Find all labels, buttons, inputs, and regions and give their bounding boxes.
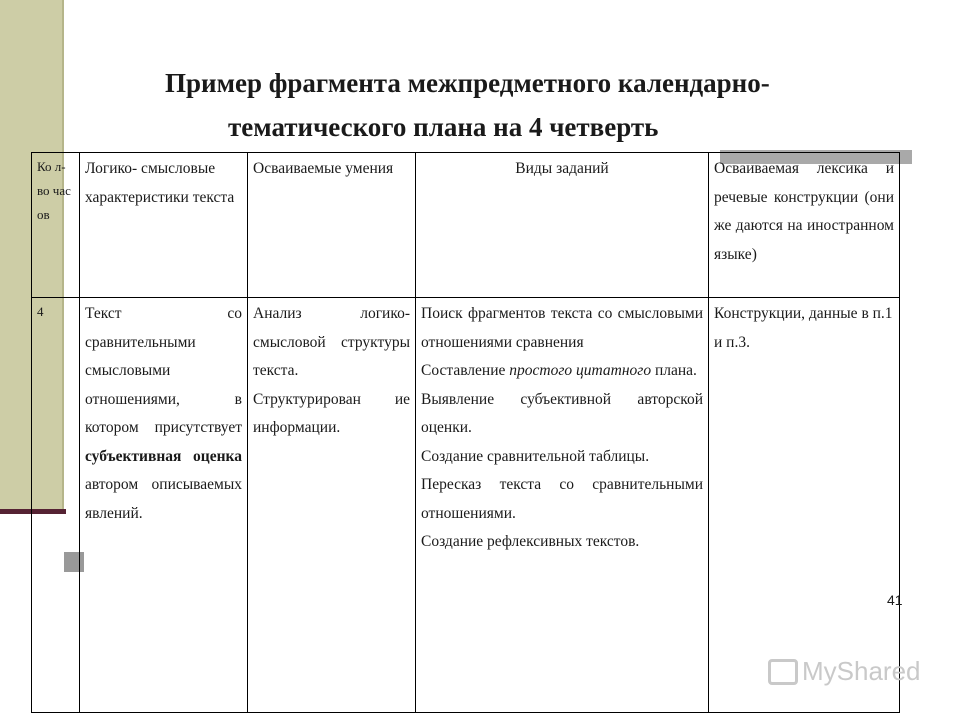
task-item: Создание рефлексивных текстов. [421,533,640,550]
cell-text-characteristics [80,298,248,713]
myshared-logo-icon [768,659,798,685]
watermark [768,656,921,687]
plan-table [31,152,900,713]
text-char-bold: субъективная оценка [85,447,242,465]
task-item: Пересказ текста со сравнительными отношениями. [421,476,703,522]
header-vocab: Осваиваемая лексика и речевые конструкции (они же даются на иностранном языке) [709,153,900,298]
task-italic: простого цитатного [509,362,652,379]
task-item [421,357,703,386]
task-item: Поиск фрагментов текста со смысловыми отношениями сравнения [421,305,703,351]
header-hours: Ко л- во час ов [32,153,80,298]
text-char-part2: автором описываемых явлений. [85,476,242,522]
cell-vocab: Конструкции, данные в п.1 и п.3. [709,298,900,713]
task-item: Выявление субъективной авторской оценки. [421,390,703,436]
cell-hours: 4 [32,298,80,713]
task-text: плана. [654,362,697,379]
slide-title-line2: тематического плана на 4 четверть [228,112,659,142]
text-char-part1: Текст со сравнительными смысловыми отношениями, в котором присутствует [85,305,242,436]
header-skills: Осваиваемые умения [248,153,416,298]
table-row [32,298,900,713]
page-number: 41 [887,592,903,608]
header-logic: Логико- смысловые характеристики текста [80,153,248,298]
slide-title-line1: Пример фрагмента межпредметного календарно- [165,68,770,98]
cell-skills: Анализ логико-смысловой структуры текста. Структурирован ие информации. [248,298,416,713]
watermark-text: MyShared [802,656,921,686]
task-text: Составление [421,362,506,379]
header-tasks: Виды заданий [416,153,709,298]
table-header-row [32,153,900,298]
cell-tasks [416,298,709,713]
task-item: Создание сравнительной таблицы. [421,447,650,465]
